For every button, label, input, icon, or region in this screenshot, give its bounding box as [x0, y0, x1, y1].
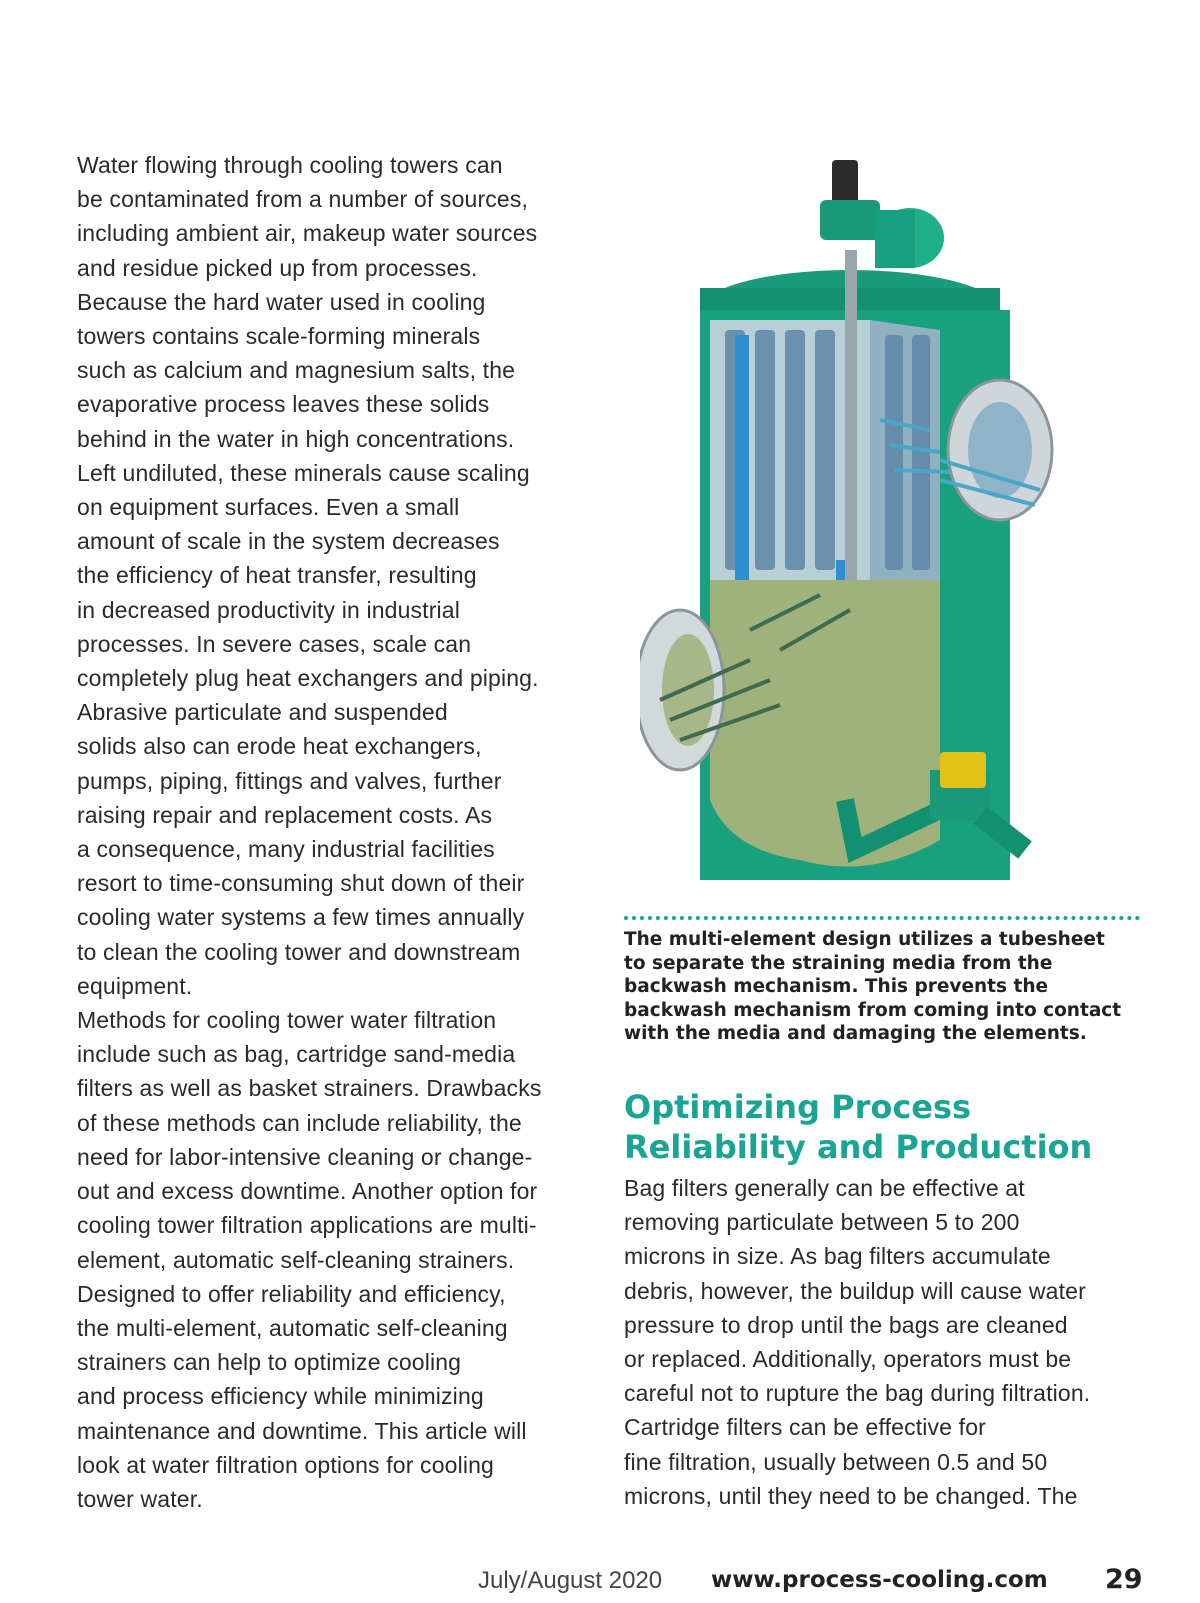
- figure-caption: The multi-element design utilizes a tubesheet to separate the straining media from the backwash mechanism. This prevents the backwash mechanism from coming into contact with the media and damaging the elements.: [624, 929, 1122, 1044]
- paragraph-intro: Water flowing through cooling towers can be contaminated from a number of sources, including ambient air, makeup water sources and residue picked up from processes.: [77, 152, 538, 281]
- section-heading: Optimizing Process Reliability and Production: [624, 1088, 1093, 1166]
- left-column: [77, 148, 582, 1516]
- paragraph-cartridge-filters: Cartridge filters can be effective for fine filtration, usually between 0.5 and 50 microns, until they need to be changed. The: [624, 1414, 1078, 1509]
- motor-shaft-icon: [832, 160, 858, 204]
- caption-divider: [624, 916, 1140, 920]
- website-url[interactable]: www.process-cooling.com: [711, 1567, 1048, 1593]
- valve-actuator-icon: [940, 752, 986, 788]
- paragraph-hard-water: Because the hard water used in cooling towers contains scale-forming minerals such as calcium and magnesium salts, the evaporative process leaves these solids behind in the water in high concentrations. Left undiluted, these minerals cause scaling on equipment surfaces. Even a small amount of scale in the system decreases the efficiency of heat transfer, resulting in decreased productivity in industrial processes. In severe cases, scale can completely plug heat exchangers and piping.: [77, 288, 539, 692]
- issue-date: July/August 2020: [478, 1567, 663, 1594]
- right-column: [624, 1171, 1164, 1513]
- strainer-cutaway-illustration: [640, 160, 1100, 900]
- paragraph-methods: Methods for cooling tower water filtration include such as bag, cartridge sand-media filters as well as basket strainers. Drawbacks of these methods can include reliability, the need for labor-intensive cleaning or change- out and excess downtime. Another option for cooling tower filtration applications are multi- element, automatic self-cleaning strainers. Designed to offer reliability and efficiency, the multi-element, automatic self-cleaning strainers can help to optimize cooling and process efficiency while minimizing maintenance and downtime. This article will look at water filtration options for cooling tower water.: [77, 1007, 542, 1512]
- paragraph-abrasive: Abrasive particulate and suspended solids also can erode heat exchangers, pumps, piping, fittings and valves, further raising repair and replacement costs. As a consequence, many industrial facilities resort to time-consuming shut down of their cooling water systems a few times annually to clean the cooling tower and downstream equipment.: [77, 699, 525, 999]
- page-number: 29: [1105, 1564, 1143, 1595]
- paragraph-bag-filters: Bag filters generally can be effective at removing particulate between 5 to 200 microns in size. As bag filters accumulate debris, however, the buildup will cause water pressure to drop until the bags are cleaned or replaced. Additionally, operators must be careful not to rupture the bag during filtration.: [624, 1175, 1091, 1407]
